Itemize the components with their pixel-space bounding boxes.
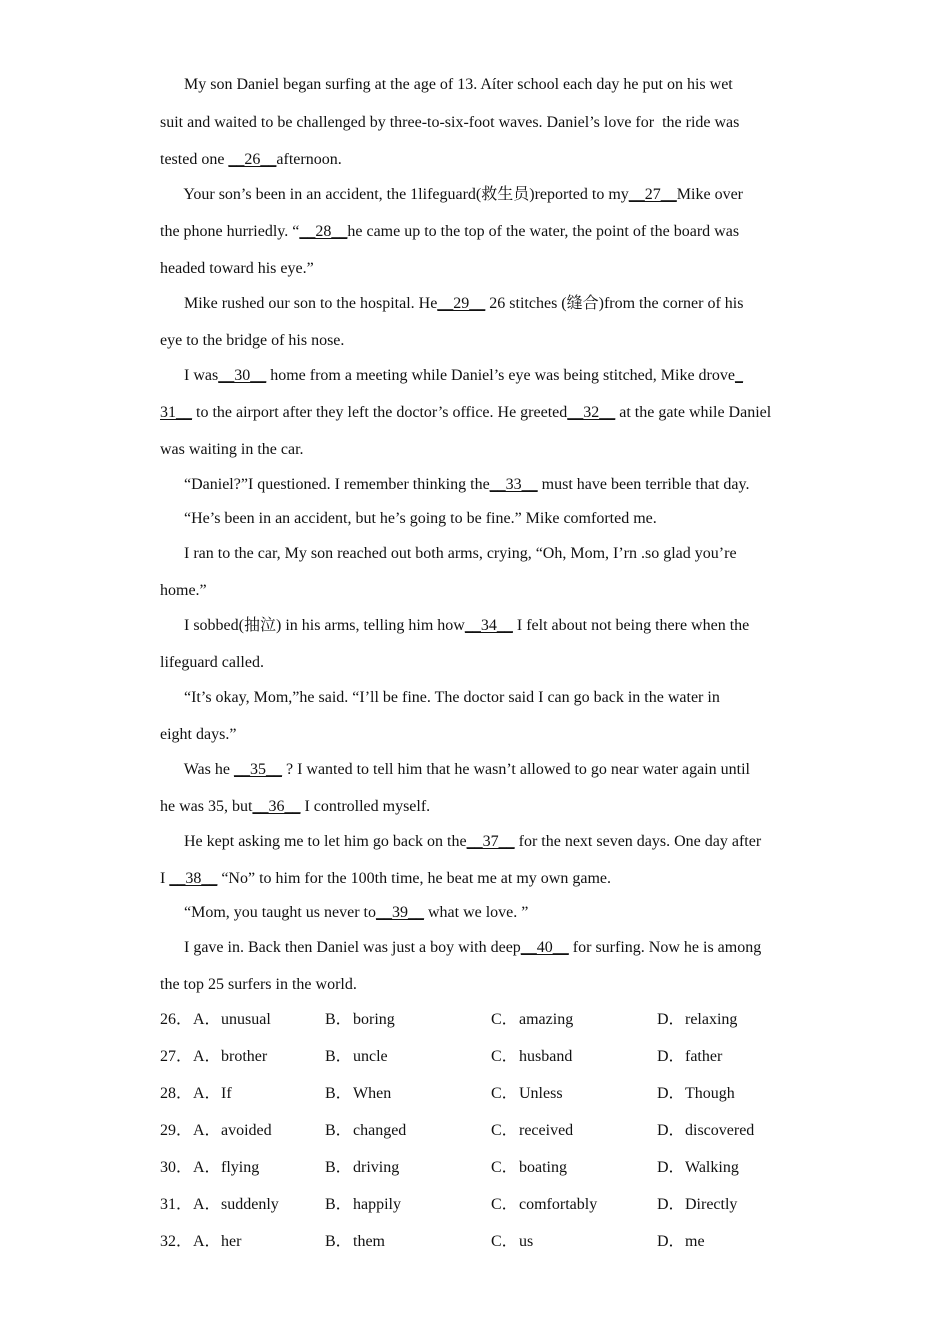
- option-text: Though: [685, 1085, 735, 1102]
- option-a[interactable]: [193, 1084, 232, 1104]
- question-number: 30．: [160, 1159, 193, 1176]
- passage-line: [160, 259, 314, 279]
- passage-text: Mike over: [676, 186, 743, 203]
- option-letter: D．: [657, 1233, 685, 1250]
- option-text: happily: [353, 1196, 401, 1213]
- option-letter: B．: [325, 1011, 352, 1028]
- option-letter: A．: [193, 1085, 221, 1102]
- option-text: changed: [353, 1122, 407, 1139]
- passage-line: [160, 832, 761, 852]
- question-number: 26．: [160, 1011, 193, 1028]
- passage-line: [160, 725, 236, 745]
- option-c[interactable]: [491, 1121, 573, 1141]
- option-letter: C．: [491, 1085, 518, 1102]
- passage-text: I gave in. Back then Daniel was just a boy with deep: [160, 939, 521, 956]
- question-number: 28．: [160, 1085, 193, 1102]
- blank-number: __32__: [567, 404, 616, 421]
- option-text: us: [519, 1233, 534, 1250]
- passage-text: to the airport after they left the doctor’s office. He greeted: [192, 404, 568, 421]
- passage-line: [160, 366, 743, 386]
- question-number: 32．: [160, 1233, 193, 1250]
- option-text: driving: [353, 1159, 400, 1176]
- option-text: avoided: [221, 1122, 272, 1139]
- option-d[interactable]: [657, 1158, 739, 1178]
- option-d[interactable]: [657, 1121, 754, 1141]
- passage-line: [160, 653, 264, 673]
- passage-line: [160, 581, 207, 601]
- question-option-row: [160, 1010, 800, 1030]
- passage-line: [160, 938, 761, 958]
- blank-number: __26__: [228, 151, 277, 168]
- option-letter: C．: [491, 1011, 518, 1028]
- option-text: Walking: [685, 1159, 739, 1176]
- option-c[interactable]: [491, 1047, 572, 1067]
- question-number: 27．: [160, 1048, 193, 1065]
- option-text: Unless: [519, 1085, 563, 1102]
- blank-number: __33__: [489, 476, 538, 493]
- option-c[interactable]: [491, 1195, 597, 1215]
- passage-text: headed toward his eye.”: [160, 260, 314, 277]
- passage-line: [160, 150, 342, 170]
- option-text: me: [685, 1233, 705, 1250]
- option-d[interactable]: [657, 1232, 705, 1252]
- passage-line: [160, 903, 528, 923]
- option-a[interactable]: [193, 1232, 241, 1252]
- passage-text: the phone hurriedly. “: [160, 223, 300, 240]
- passage-text: I was: [160, 367, 219, 384]
- passage-text: I felt about not being there when the: [512, 617, 750, 634]
- option-b[interactable]: [325, 1158, 399, 1178]
- blank-number: 31__: [160, 404, 192, 421]
- passage-line: [160, 475, 749, 495]
- passage-line: [160, 544, 737, 564]
- option-text: Directly: [685, 1196, 738, 1213]
- passage-text: I controlled myself.: [300, 798, 431, 815]
- option-text: them: [353, 1233, 385, 1250]
- passage-text: lifeguard called.: [160, 654, 264, 671]
- passage-text: “Mom, you taught us never to: [160, 904, 376, 921]
- passage-text: what we love. ”: [423, 904, 529, 921]
- blank-number: __38__: [169, 870, 218, 887]
- option-letter: B．: [325, 1122, 352, 1139]
- question-option-row: [160, 1121, 800, 1141]
- passage-line: [160, 222, 739, 242]
- blank-number: __34__: [464, 617, 513, 634]
- passage-line: [160, 509, 657, 529]
- option-letter: A．: [193, 1048, 221, 1065]
- option-c[interactable]: [491, 1084, 563, 1104]
- question-option-row: [160, 1158, 800, 1178]
- passage-line: [160, 75, 733, 95]
- option-b[interactable]: [325, 1084, 391, 1104]
- blank-number: __30__: [218, 367, 267, 384]
- question-number: 29．: [160, 1122, 193, 1139]
- passage-text: “He’s been in an accident, but he’s going to be fine.” Mike comforted me.: [160, 510, 657, 527]
- passage-line: [160, 797, 430, 817]
- option-letter: D．: [657, 1122, 685, 1139]
- passage-text: suit and waited to be challenged by three-to-six-foot waves. Daniel’s love for the ride was: [160, 114, 740, 131]
- option-b[interactable]: [325, 1047, 388, 1067]
- passage-text: “Daniel?”I questioned. I remember thinking the: [160, 476, 490, 493]
- passage-line: [160, 294, 743, 314]
- passage-line: [160, 403, 771, 423]
- option-a[interactable]: [193, 1010, 271, 1030]
- option-letter: B．: [325, 1159, 352, 1176]
- blank-number: __36__: [252, 798, 301, 815]
- option-d[interactable]: [657, 1010, 737, 1030]
- option-letter: B．: [325, 1085, 352, 1102]
- question-option-row: [160, 1195, 800, 1215]
- option-letter: A．: [193, 1011, 221, 1028]
- option-a[interactable]: [193, 1047, 267, 1067]
- passage-text: home.”: [160, 582, 207, 599]
- passage-line: [160, 616, 749, 636]
- passage-text: he was 35, but: [160, 798, 253, 815]
- passage-text: he came up to the top of the water, the point of the board was: [347, 223, 740, 240]
- passage-text: at the gate while Daniel: [615, 404, 772, 421]
- passage-text: ? I wanted to tell him that he wasn’t allowed to go near water again until: [281, 761, 750, 778]
- passage-line: [160, 113, 739, 133]
- option-b[interactable]: [325, 1121, 406, 1141]
- option-letter: A．: [193, 1196, 221, 1213]
- passage-text: Was he: [160, 761, 234, 778]
- passage-text: Mike rushed our son to the hospital. He: [160, 295, 438, 312]
- passage-text: for the next seven days. One day after: [514, 833, 762, 850]
- passage-text: home from a meeting while Daniel’s eye was being stitched, Mike drove: [266, 367, 735, 384]
- option-letter: D．: [657, 1011, 685, 1028]
- option-text: amazing: [519, 1011, 574, 1028]
- option-text: comfortably: [519, 1196, 598, 1213]
- option-letter: C．: [491, 1233, 518, 1250]
- passage-line: [160, 185, 743, 205]
- option-c[interactable]: [491, 1158, 567, 1178]
- passage-line: [160, 975, 357, 995]
- question-option-row: [160, 1084, 800, 1104]
- option-text: her: [221, 1233, 242, 1250]
- passage-text: Your son’s been in an accident, the 1lifeguard(救生员)reported to my: [160, 186, 629, 203]
- option-letter: C．: [491, 1196, 518, 1213]
- option-letter: D．: [657, 1159, 685, 1176]
- option-b[interactable]: [325, 1010, 395, 1030]
- option-text: husband: [519, 1048, 573, 1065]
- blank-number: __37__: [466, 833, 515, 850]
- option-text: brother: [221, 1048, 268, 1065]
- passage-text: I: [160, 870, 170, 887]
- passage-text: tested one: [160, 151, 229, 168]
- option-text: When: [353, 1085, 392, 1102]
- option-c[interactable]: [491, 1010, 573, 1030]
- option-text: uncle: [353, 1048, 388, 1065]
- option-letter: B．: [325, 1048, 352, 1065]
- option-text: discovered: [685, 1122, 755, 1139]
- option-text: received: [519, 1122, 574, 1139]
- option-text: relaxing: [685, 1011, 738, 1028]
- option-d[interactable]: [657, 1084, 735, 1104]
- passage-text: My son Daniel began surfing at the age of 13. Aíter school each day he put on his wet: [160, 76, 733, 93]
- question-option-row: [160, 1047, 800, 1067]
- option-a[interactable]: [193, 1195, 279, 1215]
- option-letter: B．: [325, 1196, 352, 1213]
- passage-line: [160, 760, 750, 780]
- option-text: suddenly: [221, 1196, 279, 1213]
- option-text: unusual: [221, 1011, 271, 1028]
- blank-number: _: [734, 367, 743, 384]
- passage-text: for surfing. Now he is among: [568, 939, 762, 956]
- blank-number: __35__: [233, 761, 282, 778]
- blank-number: __39__: [375, 904, 424, 921]
- question-number: 31．: [160, 1196, 193, 1213]
- option-letter: D．: [657, 1048, 685, 1065]
- passage-text: “It’s okay, Mom,”he said. “I’ll be fine. The doctor said I can go back in the water in: [160, 689, 720, 706]
- option-b[interactable]: [325, 1232, 385, 1252]
- option-a[interactable]: [193, 1121, 272, 1141]
- blank-number: __29__: [437, 295, 486, 312]
- option-letter: A．: [193, 1233, 221, 1250]
- blank-number: __40__: [520, 939, 569, 956]
- question-option-row: [160, 1232, 800, 1252]
- option-b[interactable]: [325, 1195, 401, 1215]
- option-letter: D．: [657, 1085, 685, 1102]
- passage-text: was waiting in the car.: [160, 441, 304, 458]
- passage-text: 26 stitches (缝合)from the corner of his: [485, 295, 744, 312]
- option-letter: C．: [491, 1122, 518, 1139]
- passage-text: the top 25 surfers in the world.: [160, 976, 357, 993]
- passage-text: I ran to the car, My son reached out both arms, crying, “Oh, Mom, I’rn .so glad you’re: [160, 545, 737, 562]
- option-text: flying: [221, 1159, 260, 1176]
- option-letter: D．: [657, 1196, 685, 1213]
- option-text: boring: [353, 1011, 395, 1028]
- option-a[interactable]: [193, 1158, 259, 1178]
- option-d[interactable]: [657, 1047, 722, 1067]
- option-letter: A．: [193, 1159, 221, 1176]
- option-letter: B．: [325, 1233, 352, 1250]
- option-letter: C．: [491, 1159, 518, 1176]
- passage-text: afternoon.: [276, 151, 342, 168]
- blank-number: __28__: [299, 223, 348, 240]
- passage-text: “No” to him for the 100th time, he beat me at my own game.: [217, 870, 611, 887]
- passage-line: [160, 331, 344, 351]
- passage-line: [160, 869, 611, 889]
- option-text: boating: [519, 1159, 567, 1176]
- passage-text: must have been terrible that day.: [537, 476, 750, 493]
- blank-number: __27__: [628, 186, 677, 203]
- passage-text: I sobbed(抽泣) in his arms, telling him how: [160, 617, 465, 634]
- passage-text: eight days.”: [160, 726, 237, 743]
- option-text: If: [221, 1085, 232, 1102]
- option-text: father: [685, 1048, 723, 1065]
- passage-text: He kept asking me to let him go back on the: [160, 833, 467, 850]
- option-letter: A．: [193, 1122, 221, 1139]
- passage-line: [160, 440, 304, 460]
- option-d[interactable]: [657, 1195, 737, 1215]
- option-c[interactable]: [491, 1232, 533, 1252]
- option-letter: C．: [491, 1048, 518, 1065]
- passage-text: eye to the bridge of his nose.: [160, 332, 345, 349]
- passage-line: [160, 688, 720, 708]
